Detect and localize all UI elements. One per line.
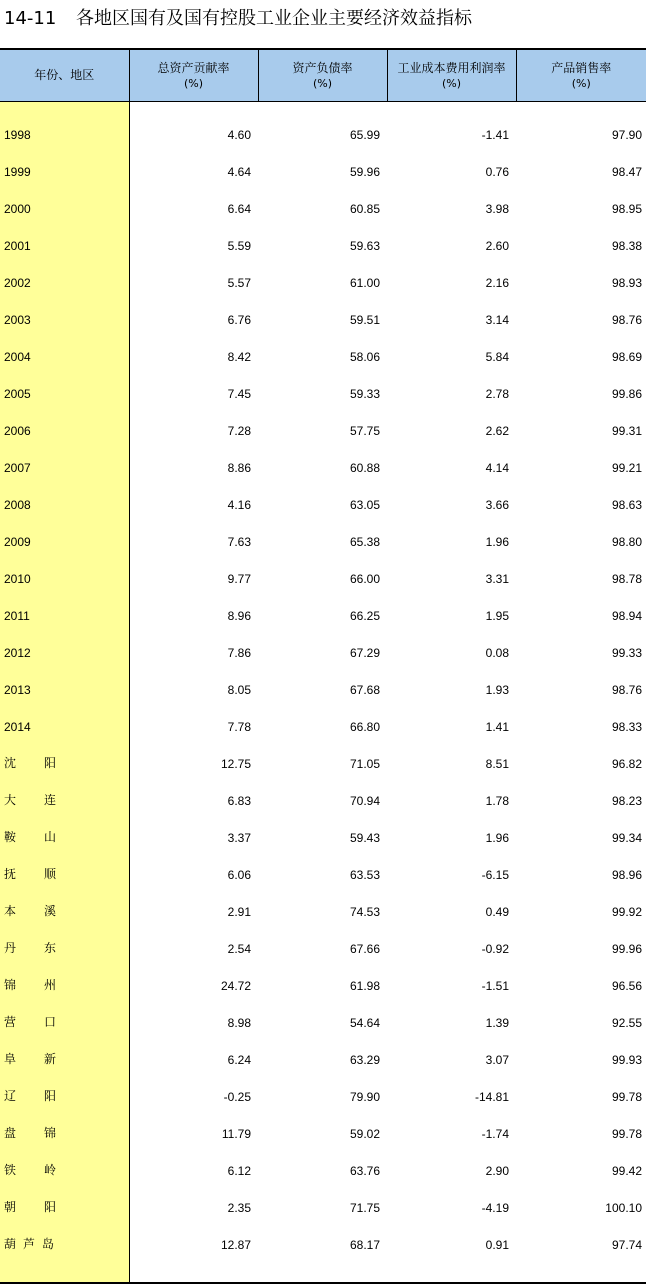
header-unit: (%) bbox=[259, 76, 387, 91]
cell-value: 1.93 bbox=[387, 665, 516, 702]
cell-value: 98.69 bbox=[516, 332, 646, 369]
row-label bbox=[0, 517, 129, 554]
row-label bbox=[0, 295, 129, 332]
table-row bbox=[0, 961, 646, 998]
header-label: 资产负债率 bbox=[292, 61, 352, 75]
row-label bbox=[0, 887, 129, 924]
label-column-filler bbox=[0, 1257, 129, 1283]
cell-value: 74.53 bbox=[258, 887, 387, 924]
row-label-text: 2003 bbox=[4, 313, 31, 327]
row-label-text: 2002 bbox=[4, 276, 31, 290]
empty-cell bbox=[258, 1257, 387, 1283]
cell-value: 65.99 bbox=[258, 102, 387, 148]
cell-value: 59.96 bbox=[258, 147, 387, 184]
row-label-text: 抚 顺 bbox=[4, 865, 56, 882]
cell-value: 59.02 bbox=[258, 1109, 387, 1146]
row-label bbox=[0, 1072, 129, 1109]
cell-value: -1.74 bbox=[387, 1109, 516, 1146]
data-table-container bbox=[0, 48, 646, 1284]
empty-cell bbox=[129, 1257, 258, 1283]
cell-value: 98.94 bbox=[516, 591, 646, 628]
header-label: 产品销售率 bbox=[551, 61, 611, 75]
cell-value: 60.88 bbox=[258, 443, 387, 480]
cell-value: 0.91 bbox=[387, 1220, 516, 1257]
cell-value: 98.38 bbox=[516, 221, 646, 258]
row-label-text: 2011 bbox=[4, 609, 30, 623]
cell-value: -1.51 bbox=[387, 961, 516, 998]
table-row bbox=[0, 295, 646, 332]
row-label bbox=[0, 369, 129, 406]
header-sales-ratio bbox=[516, 49, 646, 102]
cell-value: 8.05 bbox=[129, 665, 258, 702]
row-label-text: 葫 芦 岛 bbox=[4, 1235, 54, 1252]
row-label bbox=[0, 554, 129, 591]
cell-value: 96.56 bbox=[516, 961, 646, 998]
row-label-text: 阜 新 bbox=[4, 1050, 56, 1067]
row-label-text: 丹 东 bbox=[4, 939, 56, 956]
cell-value: -4.19 bbox=[387, 1183, 516, 1220]
cell-value: 4.16 bbox=[129, 480, 258, 517]
cell-value: 99.34 bbox=[516, 813, 646, 850]
cell-value: 79.90 bbox=[258, 1072, 387, 1109]
row-label bbox=[0, 702, 129, 739]
cell-value: 0.76 bbox=[387, 147, 516, 184]
row-label-text: 朝 阳 bbox=[4, 1198, 56, 1215]
cell-value: 98.96 bbox=[516, 850, 646, 887]
cell-value: 2.54 bbox=[129, 924, 258, 961]
cell-value: 24.72 bbox=[129, 961, 258, 998]
cell-value: 7.28 bbox=[129, 406, 258, 443]
cell-value: 8.51 bbox=[387, 739, 516, 776]
cell-value: 3.31 bbox=[387, 554, 516, 591]
cell-value: 0.49 bbox=[387, 887, 516, 924]
cell-value: 2.78 bbox=[387, 369, 516, 406]
cell-value: 4.60 bbox=[129, 102, 258, 148]
table-row bbox=[0, 1220, 646, 1257]
row-label bbox=[0, 1146, 129, 1183]
cell-value: 99.33 bbox=[516, 628, 646, 665]
cell-value: 98.23 bbox=[516, 776, 646, 813]
cell-value: 5.59 bbox=[129, 221, 258, 258]
cell-value: 99.86 bbox=[516, 369, 646, 406]
row-label-text: 2012 bbox=[4, 646, 31, 660]
row-label bbox=[0, 147, 129, 184]
row-label bbox=[0, 221, 129, 258]
table-row bbox=[0, 1183, 646, 1220]
cell-value: 63.76 bbox=[258, 1146, 387, 1183]
cell-value: 66.00 bbox=[258, 554, 387, 591]
table-number: 14-11 bbox=[4, 6, 76, 32]
cell-value: 68.17 bbox=[258, 1220, 387, 1257]
row-label-text: 2007 bbox=[4, 461, 31, 475]
row-label bbox=[0, 924, 129, 961]
cell-value: 97.90 bbox=[516, 102, 646, 148]
cell-value: 6.24 bbox=[129, 1035, 258, 1072]
cell-value: 1.39 bbox=[387, 998, 516, 1035]
header-row bbox=[0, 49, 646, 102]
table-row bbox=[0, 332, 646, 369]
row-label-text: 鞍 山 bbox=[4, 828, 56, 845]
cell-value: 3.14 bbox=[387, 295, 516, 332]
cell-value: 71.05 bbox=[258, 739, 387, 776]
row-label-text: 2010 bbox=[4, 572, 31, 586]
row-label bbox=[0, 591, 129, 628]
cell-value: 8.42 bbox=[129, 332, 258, 369]
table-row bbox=[0, 1072, 646, 1109]
cell-value: 98.33 bbox=[516, 702, 646, 739]
header-label: 年份、地区 bbox=[34, 68, 94, 82]
table-row bbox=[0, 1035, 646, 1072]
table-row bbox=[0, 369, 646, 406]
table-row bbox=[0, 1109, 646, 1146]
table-row bbox=[0, 591, 646, 628]
cell-value: 3.07 bbox=[387, 1035, 516, 1072]
header-profit-ratio bbox=[387, 49, 516, 102]
cell-value: 98.95 bbox=[516, 184, 646, 221]
row-label bbox=[0, 406, 129, 443]
cell-value: 5.84 bbox=[387, 332, 516, 369]
cell-value: 58.06 bbox=[258, 332, 387, 369]
cell-value: 59.51 bbox=[258, 295, 387, 332]
cell-value: 59.33 bbox=[258, 369, 387, 406]
row-label bbox=[0, 665, 129, 702]
table-row bbox=[0, 739, 646, 776]
cell-value: 4.14 bbox=[387, 443, 516, 480]
cell-value: 7.45 bbox=[129, 369, 258, 406]
row-label-text: 铁 岭 bbox=[4, 1161, 56, 1178]
table-row bbox=[0, 443, 646, 480]
header-total-assets-contribution bbox=[129, 49, 258, 102]
cell-value: -0.92 bbox=[387, 924, 516, 961]
cell-value: 98.47 bbox=[516, 147, 646, 184]
row-label bbox=[0, 628, 129, 665]
table-row bbox=[0, 1146, 646, 1183]
header-label: 工业成本费用利润率 bbox=[397, 61, 505, 75]
row-label bbox=[0, 480, 129, 517]
row-label-text: 2013 bbox=[4, 683, 31, 697]
cell-value: 2.62 bbox=[387, 406, 516, 443]
cell-value: -1.41 bbox=[387, 102, 516, 148]
cell-value: 6.06 bbox=[129, 850, 258, 887]
cell-value: 8.86 bbox=[129, 443, 258, 480]
cell-value: 54.64 bbox=[258, 998, 387, 1035]
cell-value: 12.75 bbox=[129, 739, 258, 776]
row-label-text: 2009 bbox=[4, 535, 31, 549]
cell-value: 66.25 bbox=[258, 591, 387, 628]
table-end-rule bbox=[0, 1257, 646, 1283]
cell-value: 57.75 bbox=[258, 406, 387, 443]
cell-value: 66.80 bbox=[258, 702, 387, 739]
row-label-text: 1999 bbox=[4, 165, 31, 179]
cell-value: 2.16 bbox=[387, 258, 516, 295]
row-label bbox=[0, 961, 129, 998]
row-label-text: 2008 bbox=[4, 498, 31, 512]
cell-value: 100.10 bbox=[516, 1183, 646, 1220]
cell-value: 70.94 bbox=[258, 776, 387, 813]
cell-value: 63.29 bbox=[258, 1035, 387, 1072]
empty-cell bbox=[516, 1257, 646, 1283]
table-row bbox=[0, 221, 646, 258]
cell-value: -6.15 bbox=[387, 850, 516, 887]
table-row bbox=[0, 887, 646, 924]
table-row bbox=[0, 517, 646, 554]
cell-value: 7.63 bbox=[129, 517, 258, 554]
row-label bbox=[0, 1183, 129, 1220]
cell-value: 99.92 bbox=[516, 887, 646, 924]
row-label bbox=[0, 850, 129, 887]
cell-value: 11.79 bbox=[129, 1109, 258, 1146]
cell-value: 3.98 bbox=[387, 184, 516, 221]
cell-value: 71.75 bbox=[258, 1183, 387, 1220]
table-row bbox=[0, 480, 646, 517]
cell-value: 59.43 bbox=[258, 813, 387, 850]
cell-value: 7.78 bbox=[129, 702, 258, 739]
row-label-text: 2005 bbox=[4, 387, 31, 401]
cell-value: 1.96 bbox=[387, 813, 516, 850]
cell-value: 4.64 bbox=[129, 147, 258, 184]
cell-value: -0.25 bbox=[129, 1072, 258, 1109]
cell-value: 98.93 bbox=[516, 258, 646, 295]
row-label-text: 大 连 bbox=[4, 791, 56, 808]
cell-value: 6.76 bbox=[129, 295, 258, 332]
row-label bbox=[0, 1035, 129, 1072]
row-label-text: 2006 bbox=[4, 424, 31, 438]
cell-value: 96.82 bbox=[516, 739, 646, 776]
cell-value: 67.29 bbox=[258, 628, 387, 665]
cell-value: 6.83 bbox=[129, 776, 258, 813]
cell-value: 98.76 bbox=[516, 665, 646, 702]
cell-value: 99.93 bbox=[516, 1035, 646, 1072]
header-region-year bbox=[0, 49, 129, 102]
header-debt-ratio bbox=[258, 49, 387, 102]
row-label bbox=[0, 258, 129, 295]
cell-value: 63.53 bbox=[258, 850, 387, 887]
header-unit: (%) bbox=[517, 76, 646, 91]
table-row bbox=[0, 924, 646, 961]
cell-value: 99.78 bbox=[516, 1109, 646, 1146]
table-row bbox=[0, 184, 646, 221]
cell-value: 1.95 bbox=[387, 591, 516, 628]
row-label bbox=[0, 184, 129, 221]
cell-value: 99.42 bbox=[516, 1146, 646, 1183]
cell-value: 99.31 bbox=[516, 406, 646, 443]
cell-value: 3.66 bbox=[387, 480, 516, 517]
table-row bbox=[0, 665, 646, 702]
row-label-text: 沈 阳 bbox=[4, 754, 56, 771]
row-label bbox=[0, 1220, 129, 1257]
cell-value: 99.21 bbox=[516, 443, 646, 480]
cell-value: 2.90 bbox=[387, 1146, 516, 1183]
table-row bbox=[0, 258, 646, 295]
row-label bbox=[0, 776, 129, 813]
cell-value: 97.74 bbox=[516, 1220, 646, 1257]
cell-value: 6.12 bbox=[129, 1146, 258, 1183]
cell-value: 8.98 bbox=[129, 998, 258, 1035]
table-title: 各地区国有及国有控股工业企业主要经济效益指标 bbox=[76, 8, 472, 29]
cell-value: 99.78 bbox=[516, 1072, 646, 1109]
header-label: 总资产贡献率 bbox=[157, 61, 229, 75]
cell-value: 0.08 bbox=[387, 628, 516, 665]
cell-value: 61.98 bbox=[258, 961, 387, 998]
cell-value: 2.60 bbox=[387, 221, 516, 258]
cell-value: -14.81 bbox=[387, 1072, 516, 1109]
row-label-text: 2014 bbox=[4, 720, 31, 734]
cell-value: 1.96 bbox=[387, 517, 516, 554]
table-row bbox=[0, 406, 646, 443]
cell-value: 59.63 bbox=[258, 221, 387, 258]
row-label bbox=[0, 813, 129, 850]
row-label bbox=[0, 739, 129, 776]
cell-value: 63.05 bbox=[258, 480, 387, 517]
empty-cell bbox=[387, 1257, 516, 1283]
cell-value: 1.41 bbox=[387, 702, 516, 739]
cell-value: 7.86 bbox=[129, 628, 258, 665]
cell-value: 65.38 bbox=[258, 517, 387, 554]
row-label bbox=[0, 1109, 129, 1146]
cell-value: 8.96 bbox=[129, 591, 258, 628]
cell-value: 98.78 bbox=[516, 554, 646, 591]
header-unit: (%) bbox=[388, 76, 516, 91]
cell-value: 98.63 bbox=[516, 480, 646, 517]
cell-value: 98.80 bbox=[516, 517, 646, 554]
row-label-text: 2004 bbox=[4, 350, 31, 364]
row-label bbox=[0, 332, 129, 369]
row-label bbox=[0, 102, 129, 148]
table-row bbox=[0, 776, 646, 813]
cell-value: 98.76 bbox=[516, 295, 646, 332]
cell-value: 92.55 bbox=[516, 998, 646, 1035]
cell-value: 9.77 bbox=[129, 554, 258, 591]
cell-value: 61.00 bbox=[258, 258, 387, 295]
cell-value: 1.78 bbox=[387, 776, 516, 813]
data-table bbox=[0, 48, 646, 1284]
row-label-text: 营 口 bbox=[4, 1013, 56, 1030]
row-label-text: 本 溪 bbox=[4, 902, 56, 919]
table-row bbox=[0, 147, 646, 184]
row-label bbox=[0, 998, 129, 1035]
table-row bbox=[0, 702, 646, 739]
header-unit: (%) bbox=[130, 76, 258, 91]
table-row bbox=[0, 554, 646, 591]
cell-value: 60.85 bbox=[258, 184, 387, 221]
cell-value: 99.96 bbox=[516, 924, 646, 961]
cell-value: 67.66 bbox=[258, 924, 387, 961]
page-title bbox=[4, 6, 644, 32]
cell-value: 5.57 bbox=[129, 258, 258, 295]
cell-value: 67.68 bbox=[258, 665, 387, 702]
cell-value: 6.64 bbox=[129, 184, 258, 221]
row-label-text: 盘 锦 bbox=[4, 1124, 56, 1141]
cell-value: 2.91 bbox=[129, 887, 258, 924]
row-label bbox=[0, 443, 129, 480]
cell-value: 3.37 bbox=[129, 813, 258, 850]
table-body bbox=[0, 102, 646, 1284]
row-label-text: 锦 州 bbox=[4, 976, 56, 993]
row-label-text: 2001 bbox=[4, 239, 31, 253]
row-label-text: 2000 bbox=[4, 202, 31, 216]
table-row bbox=[0, 850, 646, 887]
row-label-text: 辽 阳 bbox=[4, 1087, 56, 1104]
cell-value: 2.35 bbox=[129, 1183, 258, 1220]
table-row bbox=[0, 102, 646, 148]
table-row bbox=[0, 998, 646, 1035]
table-row bbox=[0, 813, 646, 850]
table-row bbox=[0, 628, 646, 665]
row-label-text: 1998 bbox=[4, 128, 31, 142]
cell-value: 12.87 bbox=[129, 1220, 258, 1257]
